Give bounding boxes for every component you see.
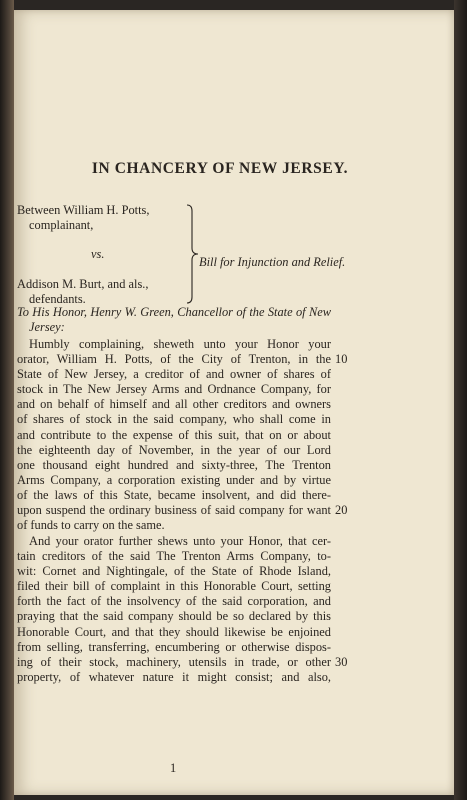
text-line: and on behalf of himself and all other creditors and owners <box>17 397 331 412</box>
text-line: from selling, transferring, encumbering or otherwise dispos- <box>17 639 331 654</box>
page-edge <box>454 0 467 800</box>
text-line: wit: Cornet and Nightingale, of the State of Rhode Island, <box>17 564 331 579</box>
address-block <box>17 305 331 335</box>
text-line: ing of their stock, machinery, utensils in trade, or other <box>17 654 331 669</box>
book-gutter <box>0 0 14 800</box>
text-line: upon suspend the ordinary business of said company for want <box>17 503 331 518</box>
text-line: Humbly complaining, sheweth unto your Honor your <box>29 337 331 351</box>
document-heading: IN CHANCERY OF NEW JERSEY. <box>91 160 349 177</box>
line-number: 30 <box>335 655 348 669</box>
address-line: Jersey: <box>29 320 65 335</box>
address-line: To His Honor, Henry W. Green, Chancellor of the State of New <box>17 305 331 319</box>
party-defendant: Addison M. Burt, and als., <box>17 277 149 291</box>
party-complainant-role: complainant, <box>29 218 94 232</box>
text-line: filed their bill of complaint in this Honorable Court, setting <box>17 579 331 594</box>
text-line: State of New Jersey, a creditor of and owner of shares of <box>17 367 331 382</box>
text-line: property, of whatever nature it might consist; and also, <box>17 669 331 684</box>
text-line: Honorable Court, and that they should likewise be enjoined <box>17 624 331 639</box>
text-line: of shares of stock in the said company, who shall come in <box>17 412 331 427</box>
text-line: and contribute to the expense of this suit, that on or about <box>17 427 331 442</box>
brace-icon <box>185 204 199 304</box>
text-line: And your orator further shews unto your Honor, that cer- <box>29 534 331 548</box>
text-line: one thousand eight hundred and sixty-three, The Trenton <box>17 457 331 472</box>
paragraph-1 <box>17 337 331 533</box>
text-line: Arms Company, a corporation existing under and by virtue <box>17 472 331 487</box>
line-number: 10 <box>335 352 348 366</box>
text-line: of the laws of this State, became insolvent, and did there- <box>17 487 331 502</box>
party-vs: vs. <box>91 247 105 261</box>
bill-title: Bill for Injunction and Relief. <box>199 255 346 269</box>
paragraph-2 <box>17 534 331 685</box>
text-line: orator, William H. Potts, of the City of Trenton, in the <box>17 352 331 367</box>
text-line: of funds to carry on the same. <box>17 518 165 533</box>
party-defendants-role: defendants. <box>29 292 86 306</box>
line-number: 20 <box>335 503 348 517</box>
text-line: forth the fact of the insolvency of the said corporation, and <box>17 594 331 609</box>
text-line: tain creditors of the said The Trenton Arms Company, to- <box>17 549 331 564</box>
page-number: 1 <box>170 761 177 775</box>
party-between: Between William H. Potts, <box>17 203 150 217</box>
text-line: the eighteenth day of November, in the year of our Lord <box>17 442 331 457</box>
text-line: stock in The New Jersey Arms and Ordnance Company, for <box>17 382 331 397</box>
text-line: praying that the said company should be so declared by this <box>17 609 331 624</box>
